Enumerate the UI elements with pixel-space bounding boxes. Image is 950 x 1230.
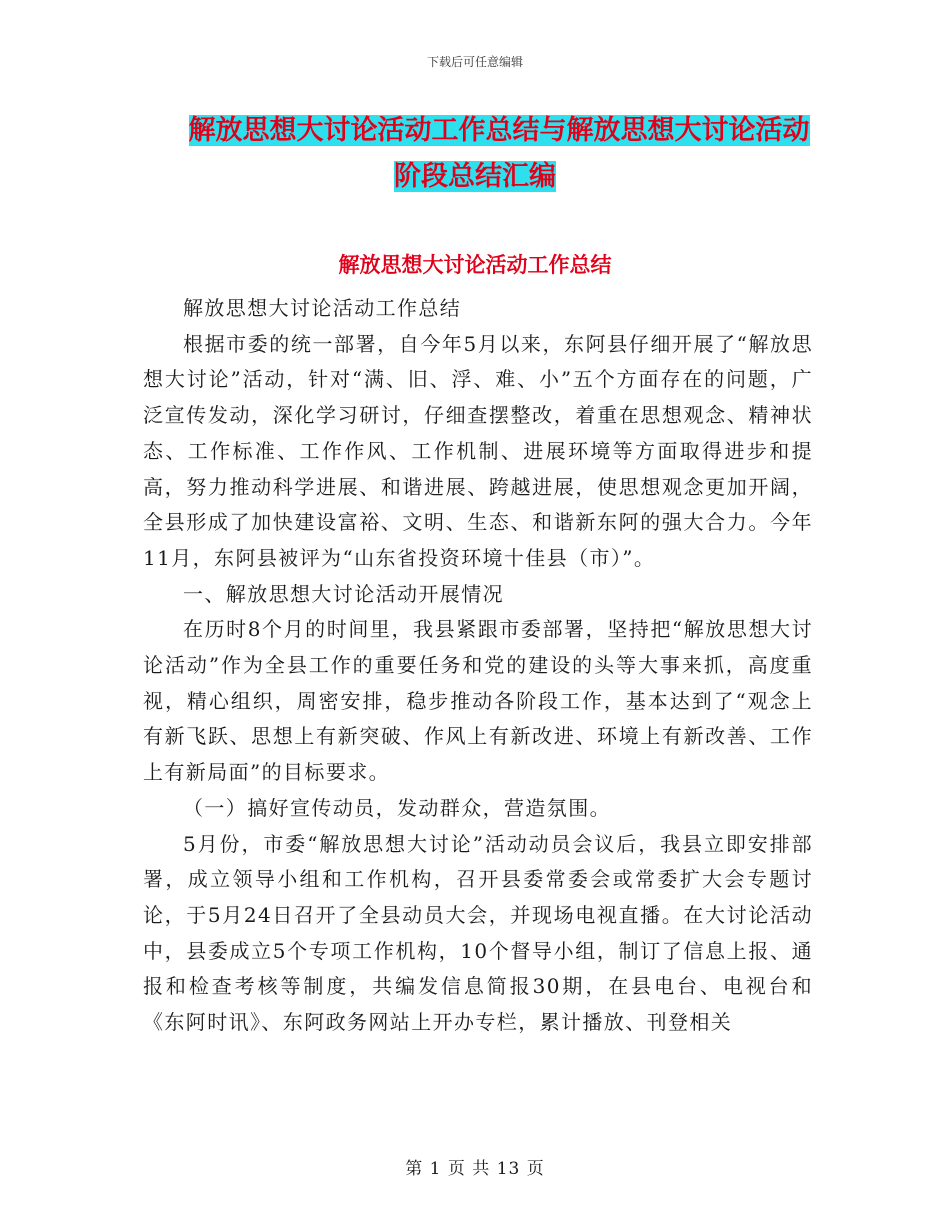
paragraph-subheading: （一）搞好宣传动员，发动群众，营造氛围。 <box>183 795 611 820</box>
title-highlight-1: 解放思想大讨论活动工作总结与解放思想大讨论活动 <box>188 115 810 146</box>
paragraph: 5月份，市委“解放思想大讨论”活动动员会议后，我县立即安排部署，成立领导小组和工作机构，召开县委常委会或常委扩大会专题讨论，于5月24日召开了全县动员大会，并现场电视直播。在大讨论活动中，县委成立5个专项工作机构，10个督导小组，制订了信息上报、通报和检查考核等制度，共编发信息简报30期，在县电台、电视台和《东阿时讯》、东阿政务网站上开办专栏，累计播放、刊登相关 <box>143 831 813 1035</box>
paragraph: 解放思想大讨论活动工作总结 <box>183 296 462 320</box>
document-title-line-2 <box>0 154 950 200</box>
paragraph: 在历时8个月的时间里，我县紧跟市委部署，坚持把“解放思想大讨论活动”作为全县工作的重要任务和党的建设的头等大事来抓，高度重视，精心组织，周密安排，稳步推动各阶段工作，基本达到了“观念上有新飞跃、思想上有新突破、作风上有新改进、环境上有新改善、工作上有新局面”的目标要求。 <box>143 617 813 785</box>
paragraph: 根据市委的统一部署，自今年5月以来，东阿县仔细开展了“解放思想大讨论”活动，针对“满、旧、浮、难、小”五个方面存在的问题，广泛宣传发动，深化学习研讨，仔细查摆整改，着重在思想观念、精神状态、工作标准、工作作风、工作机制、进展环境等方面取得进步和提高，努力推动科学进展、和谐进展、跨越进展，使思想观念更加开阔，全县形成了加快建设富裕、文明、生态、和谐新东阿的强大合力。今年11月，东阿县被评为“山东省投资环境十佳县（市）”。 <box>143 331 813 570</box>
paragraph-heading: 一、解放思想大讨论活动开展情况 <box>183 581 504 606</box>
page-number: 第 1 页 共 13 页 <box>405 1159 545 1179</box>
document-title <box>0 108 950 200</box>
title-highlight-2: 阶段总结汇编 <box>394 161 556 192</box>
header-note: 下载后可任意编辑 <box>426 55 523 69</box>
section-title: 解放思想大讨论活动工作总结 <box>338 253 612 277</box>
document-body <box>143 291 813 1041</box>
document-title-line-1 <box>0 108 950 154</box>
